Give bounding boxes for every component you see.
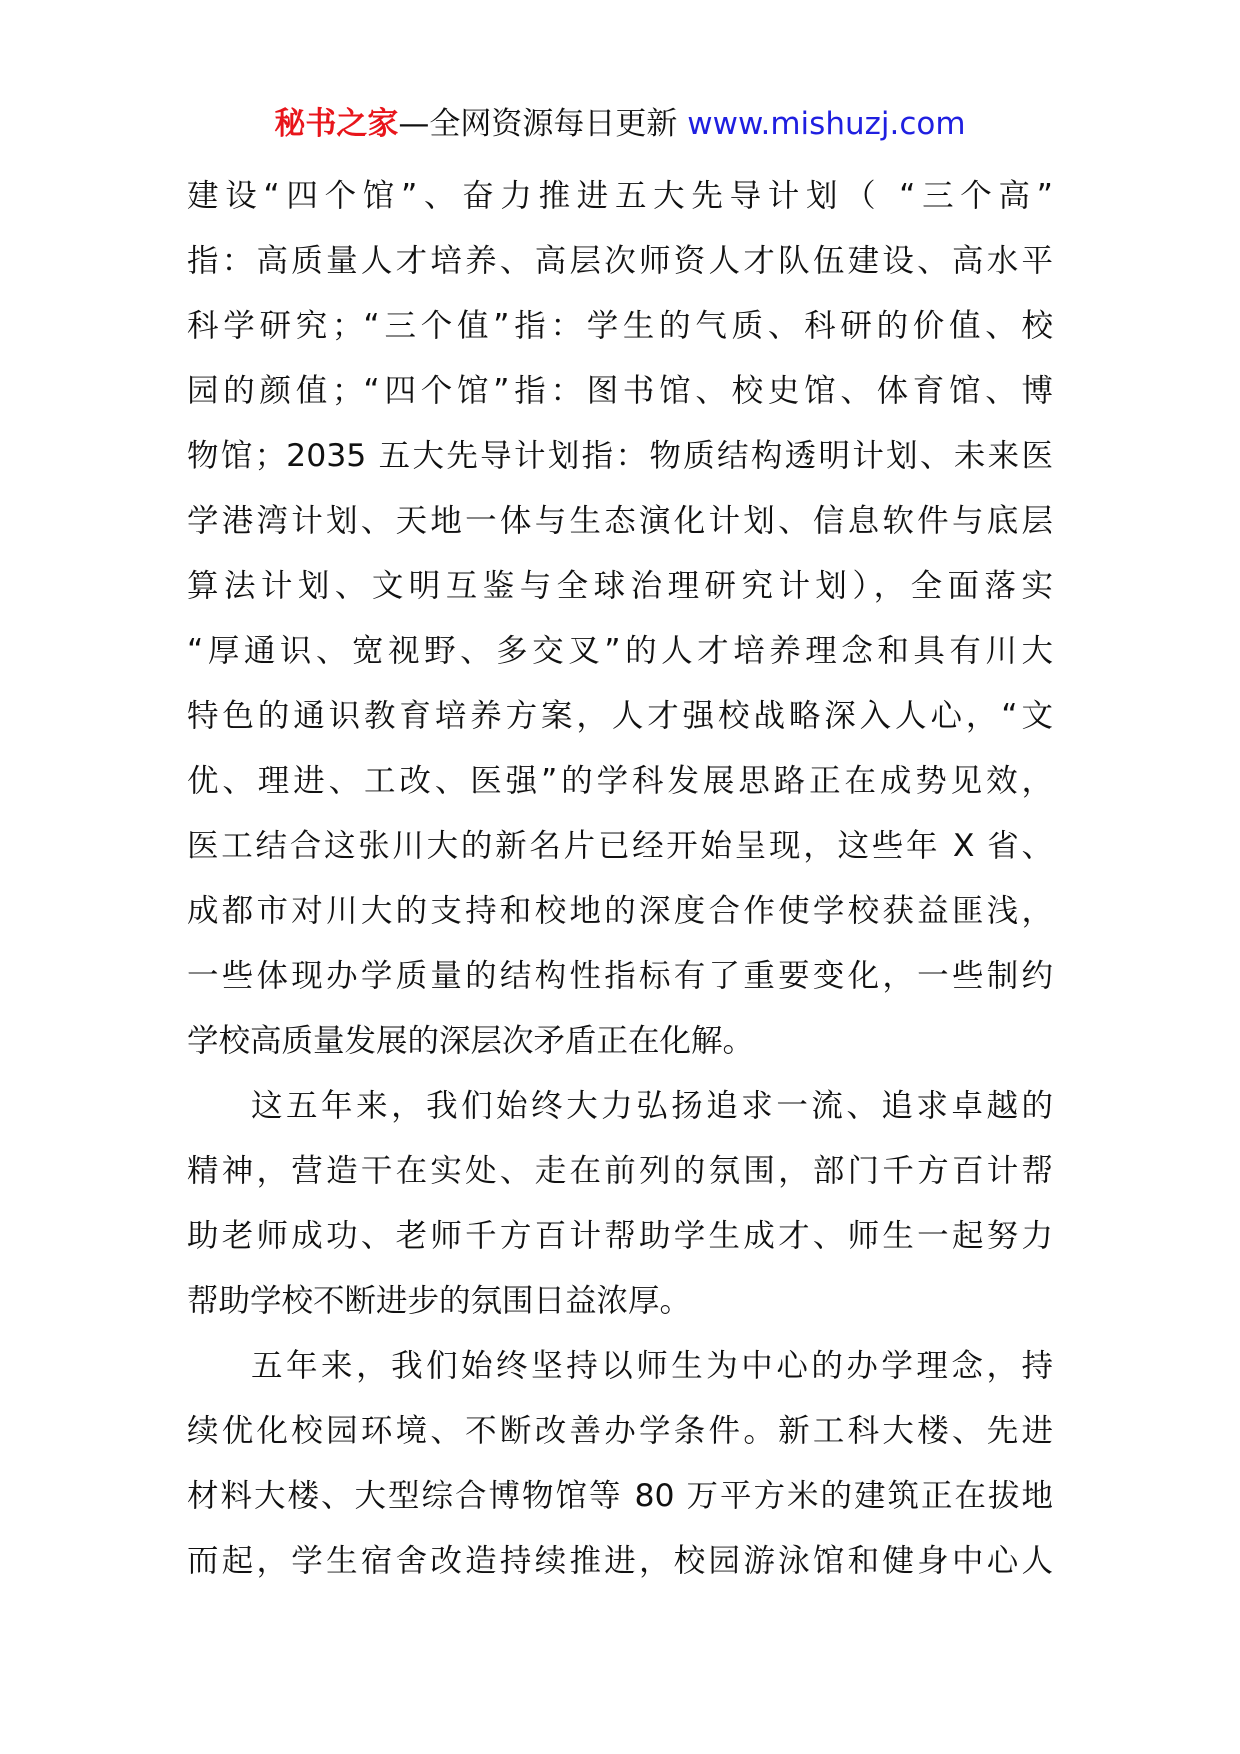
text-line: 精神，营造干在实处、走在前列的氛围，部门千方百计帮 xyxy=(187,1153,1053,1189)
text-line: 园的颜值；“四个馆”指：图书馆、校史馆、体育馆、博 xyxy=(187,373,1053,409)
text-line: 医工结合这张川大的新名片已经开始呈现，这些年 X 省、 xyxy=(187,828,1053,864)
text-line: 特色的通识教育培养方案，人才强校战略深入人心，“文 xyxy=(187,698,1053,734)
text-line: 材料大楼、大型综合博物馆等 80 万平方米的建筑正在拔地 xyxy=(187,1478,1053,1514)
text-line: 这五年来，我们始终大力弘扬追求一流、追求卓越的 xyxy=(251,1088,1053,1124)
text-line: 学港湾计划、天地一体与生态演化计划、信息软件与底层 xyxy=(187,503,1053,539)
header-url-link[interactable]: www.mishuzj.com xyxy=(687,106,966,142)
text-line: 成都市对川大的支持和校地的深度合作使学校获益匪浅， xyxy=(187,893,1053,929)
text-line: 建设“四个馆”、奋力推进五大先导计划（ “三个高” xyxy=(187,178,1053,214)
text-line: “厚通识、宽视野、多交叉”的人才培养理念和具有川大 xyxy=(187,633,1053,669)
text-line: 学校高质量发展的深层次矛盾正在化解。 xyxy=(187,1023,755,1059)
text-line: 物馆；2035 五大先导计划指：物质结构透明计划、未来医 xyxy=(187,438,1053,474)
page-header xyxy=(0,102,1240,146)
text-line: 算法计划、文明互鉴与全球治理研究计划），全面落实 xyxy=(187,568,1053,604)
text-line: 优、理进、工改、医强”的学科发展思路正在成势见效， xyxy=(187,763,1053,799)
text-line: 助老师成功、老师千方百计帮助学生成才、师生一起努力 xyxy=(187,1218,1053,1254)
header-brand: 秘书之家 xyxy=(274,106,399,142)
text-line: 一些体现办学质量的结构性指标有了重要变化，一些制约 xyxy=(187,958,1053,994)
text-line: 而起，学生宿舍改造持续推进，校园游泳馆和健身中心人 xyxy=(187,1543,1053,1579)
document-body xyxy=(187,164,1053,1594)
text-line: 帮助学校不断进步的氛围日益浓厚。 xyxy=(187,1283,692,1319)
header-tagline: —全网资源每日更新 xyxy=(398,106,678,142)
text-line: 五年来，我们始终坚持以师生为中心的办学理念，持 xyxy=(251,1348,1053,1384)
text-line: 科学研究；“三个值”指：学生的气质、科研的价值、校 xyxy=(187,308,1053,344)
text-line: 续优化校园环境、不断改善办学条件。新工科大楼、先进 xyxy=(187,1413,1053,1449)
text-line: 指：高质量人才培养、高层次师资人才队伍建设、高水平 xyxy=(187,243,1053,279)
